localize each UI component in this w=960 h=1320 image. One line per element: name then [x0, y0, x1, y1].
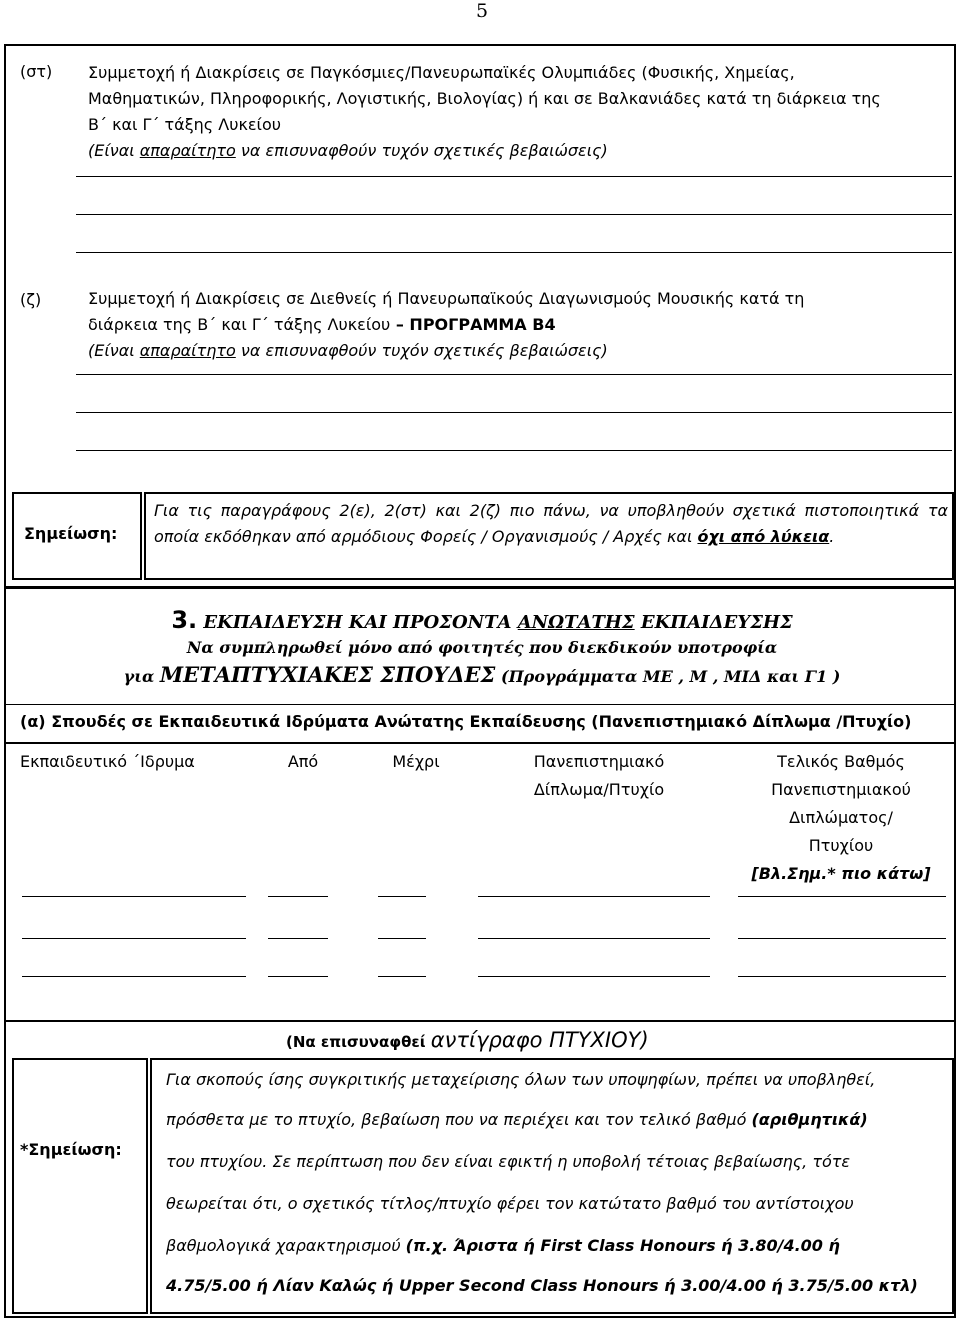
col-header-to: Μέχρι [392, 752, 440, 771]
attach-copy-note: (Να επισυναφθεί αντίγραφο ΠΤΥΧΙΟΥ) [286, 1028, 649, 1052]
answer-line[interactable] [76, 252, 952, 253]
grade-field[interactable] [738, 938, 946, 939]
item-z-line2: διάρκεια της Β΄ και Γ΄ τάξης Λυκείου – ΠΡΟΓΡΑΜΜΑ Β4 [88, 315, 556, 334]
answer-line[interactable] [76, 214, 952, 215]
subsection-a-title: (α) Σπουδές σε Εκπαιδευτικά Ιδρύματα Ανώτατης Εκπαίδευσης (Πανεπιστημιακό Δίπλωμα /Πτυχίο) [20, 712, 912, 731]
note2-line2: πρόσθετα με το πτυχίο, βεβαίωση που να περιέχει και τον τελικό βαθμό (αριθμητικά) [166, 1110, 868, 1129]
section3-programs: για ΜΕΤΑΠΤΥΧΙΑΚΕΣ ΣΠΟΥΔΕΣ (Προγράμματα ΜΕ , Μ , ΜΙΔ και Γ1 ) [123, 662, 841, 687]
item-st-line2: Μαθηματικών, Πληροφορικής, Λογιστικής, Βιολογίας) ή και σε Βαλκανιάδες κατά τη διάρκεια της [88, 89, 881, 108]
note-label: Σημείωση: [24, 524, 118, 543]
to-field[interactable] [378, 976, 426, 977]
col-header-degree: Πανεπιστημιακό Δίπλωμα/Πτυχίο [533, 752, 665, 799]
answer-line[interactable] [76, 412, 952, 413]
degree-field[interactable] [478, 938, 710, 939]
answer-line[interactable] [76, 450, 952, 451]
degree-field[interactable] [478, 976, 710, 977]
grade-field[interactable] [738, 976, 946, 977]
item-st-line3: Β΄ και Γ΄ τάξης Λυκείου [88, 115, 281, 134]
page-number: 5 [475, 0, 489, 22]
note2-line3: του πτυχίου. Σε περίπτωση που δεν είναι εφικτή η υποβολή τέτοιας βεβαίωσης, τότε [166, 1152, 851, 1171]
note2-label-box [12, 1058, 148, 1314]
section3-title: 3. ΕΚΠΑΙΔΕΥΣΗ ΚΑΙ ΠΡΟΣΟΝΤΑ ΑΝΩΤΑΤΗΣ ΕΚΠΑΙΔΕΥΣΗΣ [171, 606, 793, 634]
section-divider [6, 704, 954, 705]
item-label-st: (στ) [20, 62, 53, 81]
note-text: Για τις παραγράφους 2(ε), 2(στ) και 2(ζ) πιο πάνω, να υποβληθούν σχετικά πιστοποιητικά τα οποία εκδόθηκαν από αρμόδιους Φορείς / Οργανισμούς / Αρχές και όχι από λύκεια. [154, 501, 948, 546]
note2-line6: 4.75/5.00 ή Λίαν Καλώς ή Upper Second Class Honours ή 3.00/4.00 ή 3.75/5.00 κτλ) [166, 1276, 918, 1295]
note2-line4: θεωρείται ότι, ο σχετικός τίτλος/πτυχίο φέρει τον κατώτατο βαθμό του αντίστοιχου [166, 1194, 854, 1213]
note2-line5: βαθμολογικά χαρακτηρισμού (π.χ. Άριστα ή First Class Honours ή 3.80/4.00 ή [166, 1236, 840, 1255]
item-z-requirement: (Είναι απαραίτητο να επισυναφθούν τυχόν σχετικές βεβαιώσεις) [88, 341, 608, 360]
col-header-institution: Εκπαιδευτικό ΄Ιδρυμα [20, 752, 195, 771]
item-st-line1: Συμμετοχή ή Διακρίσεις σε Παγκόσμιες/Πανευρωπαϊκές Ολυμπιάδες (Φυσικής, Χημείας, [88, 63, 795, 82]
item-z-text [88, 286, 950, 364]
section-divider [6, 586, 954, 589]
section-divider [6, 742, 954, 744]
item-z-line1: Συμμετοχή ή Διακρίσεις σε Διεθνείς ή Πανευρωπαϊκούς Διαγωνισμούς Μουσικής κατά τη [88, 289, 805, 308]
grade-field[interactable] [738, 896, 946, 897]
to-field[interactable] [378, 938, 426, 939]
item-st-text [88, 60, 950, 164]
from-field[interactable] [268, 976, 328, 977]
form-frame [4, 44, 956, 1318]
from-field[interactable] [268, 896, 328, 897]
degree-field[interactable] [478, 896, 710, 897]
institution-field[interactable] [22, 938, 246, 939]
col-header-from: Από [287, 752, 319, 771]
note2-line1: Για σκοπούς ίσης συγκριτικής μεταχείρισης όλων των υποψηφίων, πρέπει να υποβληθεί, [166, 1070, 876, 1089]
answer-line[interactable] [76, 176, 952, 177]
col-header-grade: Τελικός Βαθμός Πανεπιστημιακού Διπλώματος/ Πτυχίου [Βλ.Σημ.* πιο κάτω] [751, 752, 931, 883]
item-label-z: (ζ) [20, 290, 42, 309]
item-st-requirement: (Είναι απαραίτητο να επισυναφθούν τυχόν σχετικές βεβαιώσεις) [88, 141, 608, 160]
section3-subtitle: Να συμπληρωθεί μόνο από φοιτητές που διεκδικούν υποτροφία [186, 638, 778, 657]
from-field[interactable] [268, 938, 328, 939]
section-divider [6, 1020, 954, 1022]
note2-label: *Σημείωση: [20, 1140, 122, 1159]
institution-field[interactable] [22, 976, 246, 977]
to-field[interactable] [378, 896, 426, 897]
answer-line[interactable] [76, 374, 952, 375]
institution-field[interactable] [22, 896, 246, 897]
